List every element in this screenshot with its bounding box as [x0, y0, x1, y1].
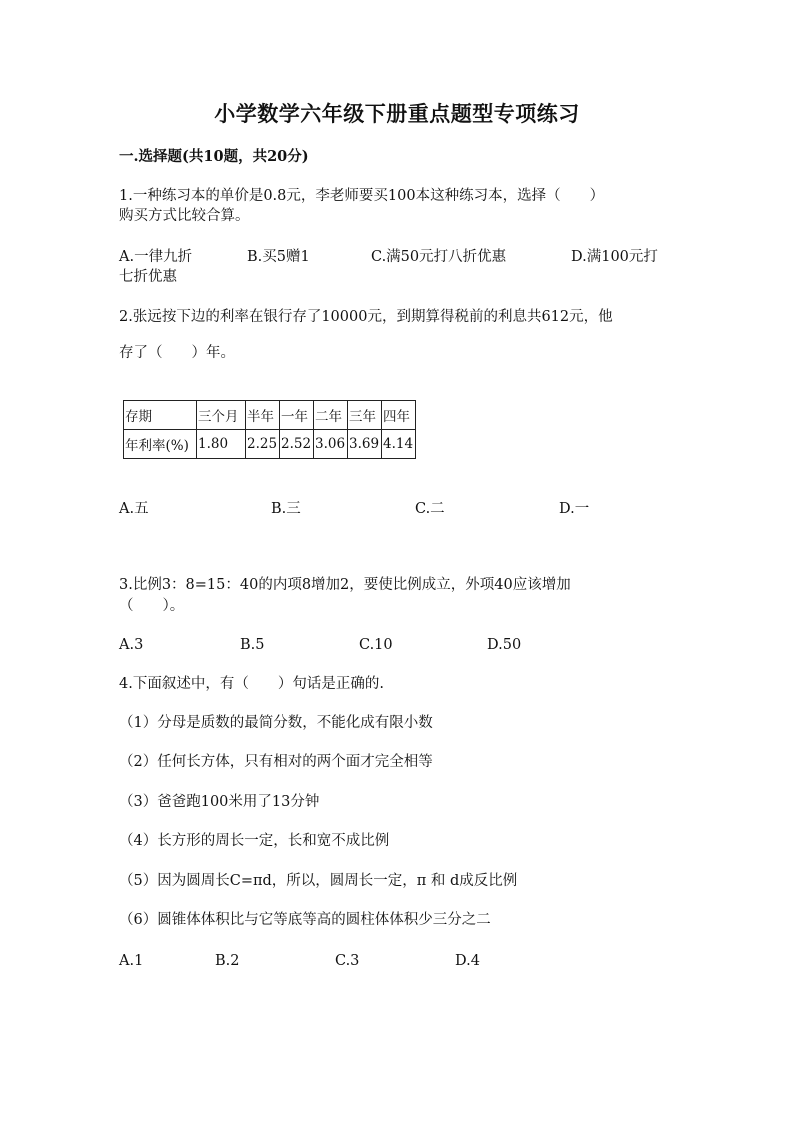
table-cell: 4.14 [382, 430, 416, 459]
q4-text-line1: 4.下面叙述中，有（ ）句话是正确的. [119, 676, 384, 692]
q4-statement: （5）因为圆周长C=πd，所以，圆周长一定，π 和 d成反比例 [119, 873, 518, 889]
table-cell: 2.52 [280, 430, 314, 459]
table-header-cell: 半年 [246, 401, 280, 430]
q1-option-a: A.一律九折 [119, 249, 193, 265]
section-heading: 一.选择题(共10题，共20分) [119, 148, 309, 165]
table-cell: 年利率(%) [124, 430, 197, 459]
table-cell: 3.69 [348, 430, 382, 459]
q2-option-c: C.二 [415, 501, 445, 517]
table-cell: 1.80 [197, 430, 246, 459]
q3-option-c: C.10 [359, 637, 393, 653]
q1-option-d: D.满100元打 [571, 249, 658, 265]
table-header-cell: 二年 [314, 401, 348, 430]
table-header-cell: 三年 [348, 401, 382, 430]
table-cell: 2.25 [246, 430, 280, 459]
interest-rate-table [123, 400, 416, 459]
q2-text-line2: 存了（ ）年。 [119, 345, 235, 361]
table-header-cell: 三个月 [197, 401, 246, 430]
q2-option-b: B.三 [271, 501, 301, 517]
q2-option-a: A.五 [119, 501, 149, 517]
q1-option-d-continued: 七折优惠 [119, 269, 177, 285]
q3-option-b: B.5 [240, 637, 265, 653]
q1-option-b: B.买5赠1 [247, 249, 310, 265]
q3-text-line1: 3.比例3：8=15：40的内项8增加2，要使比例成立，外项40应该增加 [119, 577, 571, 593]
table-header-row [124, 401, 416, 430]
q4-option-d: D.4 [455, 953, 480, 969]
q4-statement: （1）分母是质数的最简分数，不能化成有限小数 [119, 715, 433, 731]
q4-statement: （4）长方形的周长一定，长和宽不成比例 [119, 833, 390, 849]
table-header-cell: 一年 [280, 401, 314, 430]
q4-option-a: A.1 [119, 953, 144, 969]
table-header-cell: 存期 [124, 401, 197, 430]
q2-option-d: D.一 [559, 501, 590, 517]
q4-option-b: B.2 [215, 953, 240, 969]
q2-text-line1: 2.张远按下边的利率在银行存了10000元，到期算得税前的利息共612元，他 [119, 309, 613, 325]
table-header-cell: 四年 [382, 401, 416, 430]
q1-option-c: C.满50元打八折优惠 [371, 249, 507, 265]
q3-text-line2: （ ）。 [119, 598, 185, 614]
q1-text-line1: 1.一种练习本的单价是0.8元，李老师要买100本这种练习本，选择（ ） [119, 188, 605, 204]
q4-statement: （3）爸爸跑100米用了13分钟 [119, 794, 320, 810]
q4-statement: （2）任何长方体，只有相对的两个面才完全相等 [119, 754, 433, 770]
q3-option-d: D.50 [487, 637, 522, 653]
q3-option-a: A.3 [119, 637, 144, 653]
q4-statement: （6）圆锥体体积比与它等底等高的圆柱体体积少三分之二 [119, 912, 491, 928]
table-row [124, 430, 416, 459]
page-title: 小学数学六年级下册重点题型专项练习 [214, 101, 580, 126]
table-cell: 3.06 [314, 430, 348, 459]
q4-option-c: C.3 [335, 953, 360, 969]
q1-text-line2: 购买方式比较合算。 [119, 208, 250, 224]
